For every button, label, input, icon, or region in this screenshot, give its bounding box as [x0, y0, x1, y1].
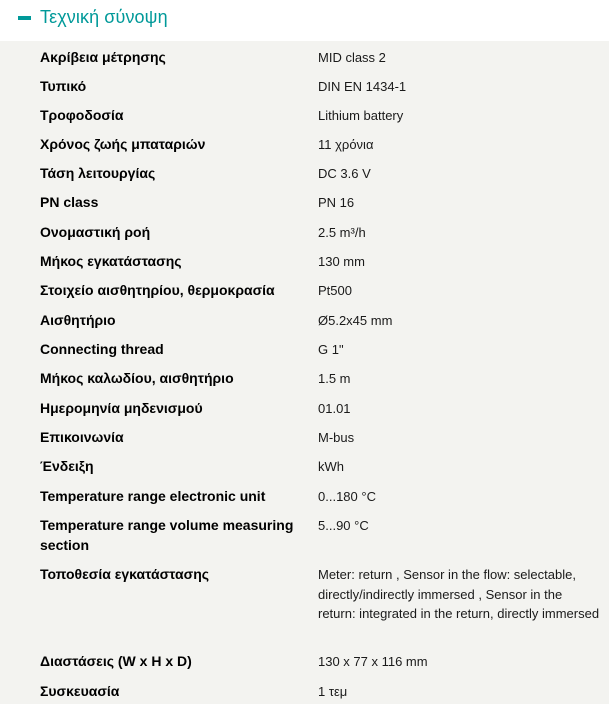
spec-name: Ένδειξη — [40, 458, 94, 474]
spec-row — [0, 391, 609, 421]
spec-name: Διαστάσεις (W x H x D) — [40, 653, 192, 669]
spec-row — [0, 333, 609, 362]
spec-name: Τάση λειτουργίας — [40, 165, 156, 181]
spec-value: 11 χρόνια — [318, 137, 374, 152]
spec-value: 130 x 77 x 116 mm — [318, 654, 428, 669]
spec-value: 01.01 — [318, 401, 351, 416]
spec-value: 5...90 °C — [318, 518, 369, 533]
minus-icon[interactable] — [18, 16, 31, 20]
spec-row — [0, 274, 609, 303]
spec-value: DC 3.6 V — [318, 166, 371, 181]
spec-name: Ημερομηνία μηδενισμού — [40, 400, 203, 416]
spec-name: Συσκευασία — [40, 683, 120, 699]
spec-name: Χρόνος ζωής μπαταριών — [40, 136, 206, 152]
spec-value: 1 τεμ — [318, 684, 348, 699]
spec-value: kWh — [318, 459, 344, 474]
spec-name: Ακρίβεια μέτρησης — [40, 49, 166, 65]
spec-row — [0, 362, 609, 391]
spec-name: Τροφοδοσία — [40, 107, 124, 123]
spec-value: 1.5 m — [318, 371, 351, 386]
spec-name: Connecting thread — [40, 341, 164, 357]
spec-row — [0, 558, 609, 645]
spec-row — [0, 421, 609, 450]
spec-row — [0, 245, 609, 274]
spec-row — [0, 645, 609, 674]
spec-name: Τοποθεσία εγκατάστασης — [40, 566, 210, 582]
spec-row — [0, 128, 609, 157]
spec-name: PN class — [40, 194, 99, 210]
spec-name: Μήκος καλωδίου, αισθητήριο — [40, 370, 234, 386]
spec-name: Temperature range volume measuring section — [40, 517, 294, 553]
spec-value: MID class 2 — [318, 50, 386, 65]
spec-value: DIN EN 1434-1 — [318, 79, 407, 94]
spec-row — [0, 186, 609, 215]
spec-row — [0, 215, 609, 245]
spec-row — [0, 674, 609, 704]
spec-name: Ονομαστική ροή — [40, 224, 151, 240]
spec-row — [0, 99, 609, 128]
section-title: Τεχνική σύνοψη — [40, 7, 168, 27]
spec-value: PN 16 — [318, 195, 355, 210]
spec-name: Στοιχείο αισθητηρίου, θερμοκρασία — [40, 282, 275, 298]
spec-value: Ø5.2x45 mm — [318, 313, 393, 328]
spec-row — [0, 41, 609, 70]
spec-row — [0, 157, 609, 186]
spec-row — [0, 479, 609, 509]
spec-value: 2.5 m³/h — [318, 225, 366, 240]
spec-value: Lithium battery — [318, 108, 404, 123]
spec-value: Pt500 — [318, 283, 352, 298]
spec-name: Αισθητήριο — [40, 312, 116, 328]
spec-row — [0, 70, 609, 99]
spec-row — [0, 509, 609, 558]
technical-overview-header[interactable] — [0, 0, 609, 38]
spec-value: G 1" — [318, 342, 344, 357]
spec-name: Τυπικό — [40, 78, 87, 94]
spec-row — [0, 303, 609, 333]
spec-value: M-bus — [318, 430, 355, 445]
spec-name: Μήκος εγκατάστασης — [40, 253, 182, 269]
spec-value: 130 mm — [318, 254, 365, 269]
spec-value: Meter: return , Sensor in the flow: selectable, directly/indirectly immersed , Sensor in the return: integrated in the return, directly immersed — [318, 567, 600, 621]
spec-row — [0, 450, 609, 479]
spec-name: Temperature range electronic unit — [40, 488, 266, 504]
spec-name: Επικοινωνία — [40, 429, 124, 445]
spec-value: 0...180 °C — [318, 489, 376, 504]
